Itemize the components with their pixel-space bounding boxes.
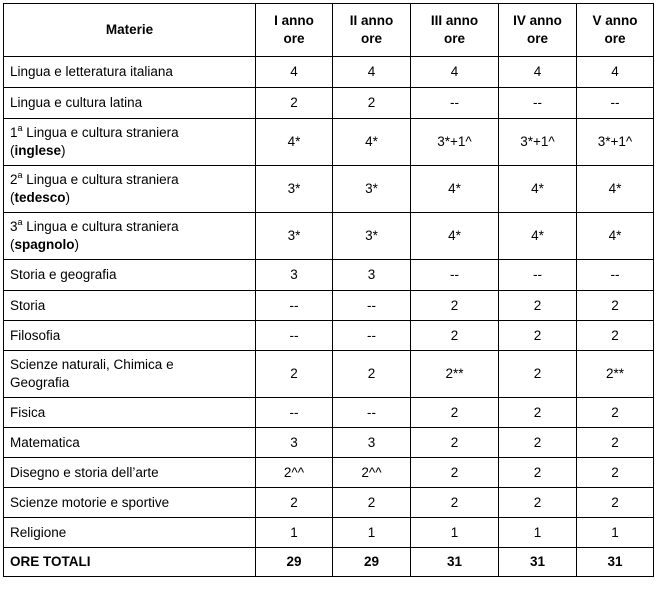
hours-cell: 2 <box>333 88 411 119</box>
hours-cell: -- <box>333 321 411 351</box>
header-year-2: II anno ore <box>333 4 411 57</box>
header-year-5: V anno ore <box>577 4 654 57</box>
hours-cell: 3* <box>256 213 333 260</box>
hours-cell: 2** <box>577 351 654 398</box>
subject-cell: Scienze motorie e sportive <box>4 488 256 518</box>
hours-cell: 1 <box>411 518 499 548</box>
hours-cell: 3 <box>333 428 411 458</box>
hours-cell: 2 <box>577 291 654 321</box>
total-cell: 29 <box>256 548 333 577</box>
subject-cell: Lingua e cultura latina <box>4 88 256 119</box>
total-cell: 31 <box>411 548 499 577</box>
table-row <box>4 458 654 488</box>
table-row <box>4 488 654 518</box>
hours-cell: -- <box>499 260 577 291</box>
hours-cell: 2 <box>577 428 654 458</box>
hours-cell: 2 <box>333 351 411 398</box>
hours-cell: 3 <box>256 428 333 458</box>
hours-cell: -- <box>411 88 499 119</box>
header-subject: Materie <box>4 4 256 57</box>
total-cell: 29 <box>333 548 411 577</box>
hours-cell: 2 <box>499 291 577 321</box>
subject-cell: Disegno e storia dell’arte <box>4 458 256 488</box>
curriculum-hours-table <box>3 3 654 577</box>
hours-cell: 2 <box>411 321 499 351</box>
table-row <box>4 119 654 166</box>
hours-cell: -- <box>577 88 654 119</box>
hours-cell: 3* <box>333 213 411 260</box>
hours-cell: 1 <box>499 518 577 548</box>
hours-cell: 4 <box>333 57 411 88</box>
subject-cell: 3$^a$ Lingua e cultura straniera (spagnolo) <box>4 213 256 260</box>
hours-cell: 2 <box>499 458 577 488</box>
hours-cell: 2 <box>411 291 499 321</box>
hours-cell: -- <box>256 398 333 428</box>
hours-cell: 4 <box>499 57 577 88</box>
subject-cell: Lingua e letteratura italiana <box>4 57 256 88</box>
hours-cell: 3*+1^ <box>499 119 577 166</box>
hours-cell: 4* <box>256 119 333 166</box>
hours-cell: -- <box>256 291 333 321</box>
subject-cell: Filosofia <box>4 321 256 351</box>
hours-cell: 4* <box>411 166 499 213</box>
subject-cell: Storia <box>4 291 256 321</box>
table-row <box>4 428 654 458</box>
hours-cell: 4* <box>411 213 499 260</box>
hours-cell: 2 <box>411 488 499 518</box>
table-row <box>4 518 654 548</box>
hours-cell: -- <box>577 260 654 291</box>
hours-cell: 2 <box>499 321 577 351</box>
header-year-4: IV anno ore <box>499 4 577 57</box>
total-cell: 31 <box>499 548 577 577</box>
table-row <box>4 88 654 119</box>
table-row <box>4 291 654 321</box>
totals-row <box>4 548 654 577</box>
header-year-3: III anno ore <box>411 4 499 57</box>
hours-cell: 4* <box>333 119 411 166</box>
hours-cell: 1 <box>256 518 333 548</box>
hours-cell: 2 <box>577 488 654 518</box>
hours-cell: 2^^ <box>256 458 333 488</box>
hours-cell: -- <box>499 88 577 119</box>
subject-cell: Religione <box>4 518 256 548</box>
table-row <box>4 398 654 428</box>
hours-cell: 2 <box>499 351 577 398</box>
subject-cell: Fisica <box>4 398 256 428</box>
hours-cell: 1 <box>333 518 411 548</box>
hours-cell: 2 <box>499 428 577 458</box>
hours-cell: 2 <box>411 458 499 488</box>
hours-cell: 3*+1^ <box>577 119 654 166</box>
header-row <box>4 4 654 57</box>
subject-cell: 2$^a$ Lingua e cultura straniera (tedesco) <box>4 166 256 213</box>
table-row <box>4 213 654 260</box>
hours-cell: 2 <box>499 398 577 428</box>
hours-cell: -- <box>333 291 411 321</box>
totals-label: ORE TOTALI <box>4 548 256 577</box>
hours-cell: 4* <box>577 166 654 213</box>
hours-cell: 3*+1^ <box>411 119 499 166</box>
hours-cell: 2 <box>577 321 654 351</box>
table-row <box>4 166 654 213</box>
header-year-1: I anno ore <box>256 4 333 57</box>
hours-cell: 2 <box>577 458 654 488</box>
subject-cell: 1$^a$ Lingua e cultura straniera (inglese) <box>4 119 256 166</box>
hours-cell: 3 <box>333 260 411 291</box>
table-row <box>4 260 654 291</box>
hours-cell: 4* <box>499 213 577 260</box>
hours-cell: 3 <box>256 260 333 291</box>
hours-cell: 2 <box>411 428 499 458</box>
table-row <box>4 351 654 398</box>
hours-cell: 2 <box>411 398 499 428</box>
hours-cell: 2 <box>256 351 333 398</box>
hours-cell: -- <box>411 260 499 291</box>
hours-cell: 4* <box>577 213 654 260</box>
hours-cell: 4* <box>499 166 577 213</box>
hours-cell: 2 <box>499 488 577 518</box>
hours-cell: 1 <box>577 518 654 548</box>
hours-cell: 2^^ <box>333 458 411 488</box>
hours-cell: 4 <box>256 57 333 88</box>
hours-cell: -- <box>256 321 333 351</box>
subject-cell: Matematica <box>4 428 256 458</box>
hours-cell: 2 <box>577 398 654 428</box>
hours-cell: 4 <box>411 57 499 88</box>
hours-cell: 2 <box>256 488 333 518</box>
hours-cell: 4 <box>577 57 654 88</box>
total-cell: 31 <box>577 548 654 577</box>
subject-cell: Scienze naturali, Chimica e Geografia <box>4 351 256 398</box>
hours-cell: 2 <box>256 88 333 119</box>
hours-cell: -- <box>333 398 411 428</box>
hours-cell: 2** <box>411 351 499 398</box>
table-row <box>4 321 654 351</box>
hours-cell: 3* <box>256 166 333 213</box>
hours-cell: 3* <box>333 166 411 213</box>
table-row <box>4 57 654 88</box>
hours-cell: 2 <box>333 488 411 518</box>
subject-cell: Storia e geografia <box>4 260 256 291</box>
